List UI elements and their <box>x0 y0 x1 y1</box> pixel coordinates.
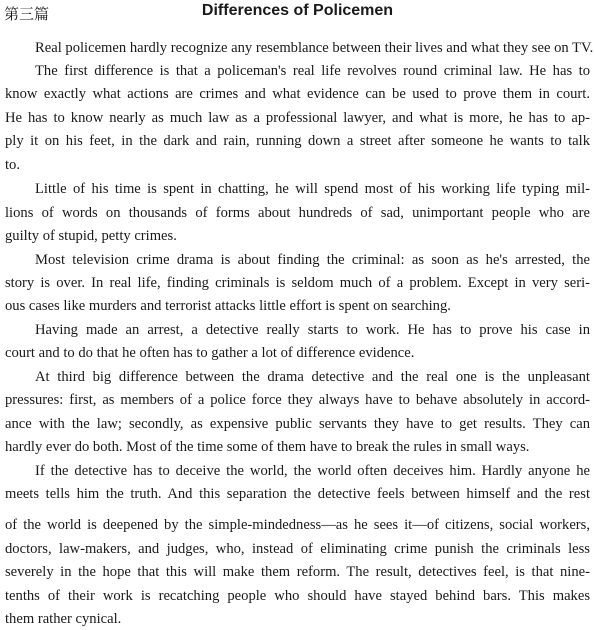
text-line: doctors, law-makers, and judges, who, instead of eliminating crime punish the criminals less <box>5 541 590 557</box>
text-line: know exactly what actions are crimes and what evidence can be used to prove them in court. <box>5 86 590 102</box>
text-line: them rather cynical. <box>5 611 122 627</box>
section-label: 第三篇 <box>4 5 50 23</box>
text-line: tenths of their work is recatching people who should have stayed behind bars. This makes <box>5 588 590 604</box>
text-line: He has to know nearly as much law as a professional lawyer, and what is more, he has to ap- <box>5 110 590 126</box>
text-line: lions of words on thousands of forms about hundreds of sad, unimportant people who are <box>5 205 590 221</box>
text-line: Most television crime drama is about finding the criminal: as soon as he's arrested, the <box>35 252 590 268</box>
page-header <box>0 2 595 24</box>
text-line: court and to do that he often has to gather a lot of difference evidence. <box>5 345 415 361</box>
text-line: Real policemen hardly recognize any resemblance between their lives and what they see on TV. <box>35 40 594 56</box>
text-line: ance with the law; secondly, as expensive public servants they have to get results. They can <box>5 416 590 432</box>
text-line: severely in the hope that this will make them reform. The result, detectives feel, is that nine- <box>5 564 590 580</box>
text-line: story is over. In real life, finding criminals is seldom much of a problem. Except in very seri- <box>5 275 590 291</box>
text-line: hardly ever do both. Most of the time some of them have to break the rules in small ways. <box>5 439 530 455</box>
text-line: of the world is deepened by the simple-mindedness—as he sees it—of citizens, social workers, <box>5 517 590 533</box>
text-line: to. <box>5 157 20 173</box>
page-title: Differences of Policemen <box>201 2 394 19</box>
text-line: Having made an arrest, a detective really starts to work. He has to prove his case in <box>35 322 590 338</box>
text-line: guilty of stupid, petty crimes. <box>5 228 177 244</box>
text-line: ply it on his feet, in the dark and rain, running down a street after someone he wants to talk <box>5 133 590 149</box>
text-line: At third big difference between the drama detective and the real one is the unpleasant <box>35 369 590 385</box>
text-line: Little of his time is spent in chatting, he will spend most of his working life typing mil- <box>35 181 590 197</box>
text-line: The first difference is that a policeman's real life revolves round criminal law. He has to <box>35 63 590 79</box>
text-line: pressures: first, as members of a police force they always have to behave absolutely in accord- <box>5 392 590 408</box>
text-line: ous cases like murders and terrorist attacks little effort is spent on searching. <box>5 298 451 314</box>
text-line: meets tells him the truth. And this separation the detective feels between himself and the rest <box>5 486 590 502</box>
text-line: If the detective has to deceive the world, the world often deceives him. Hardly anyone he <box>35 463 590 479</box>
